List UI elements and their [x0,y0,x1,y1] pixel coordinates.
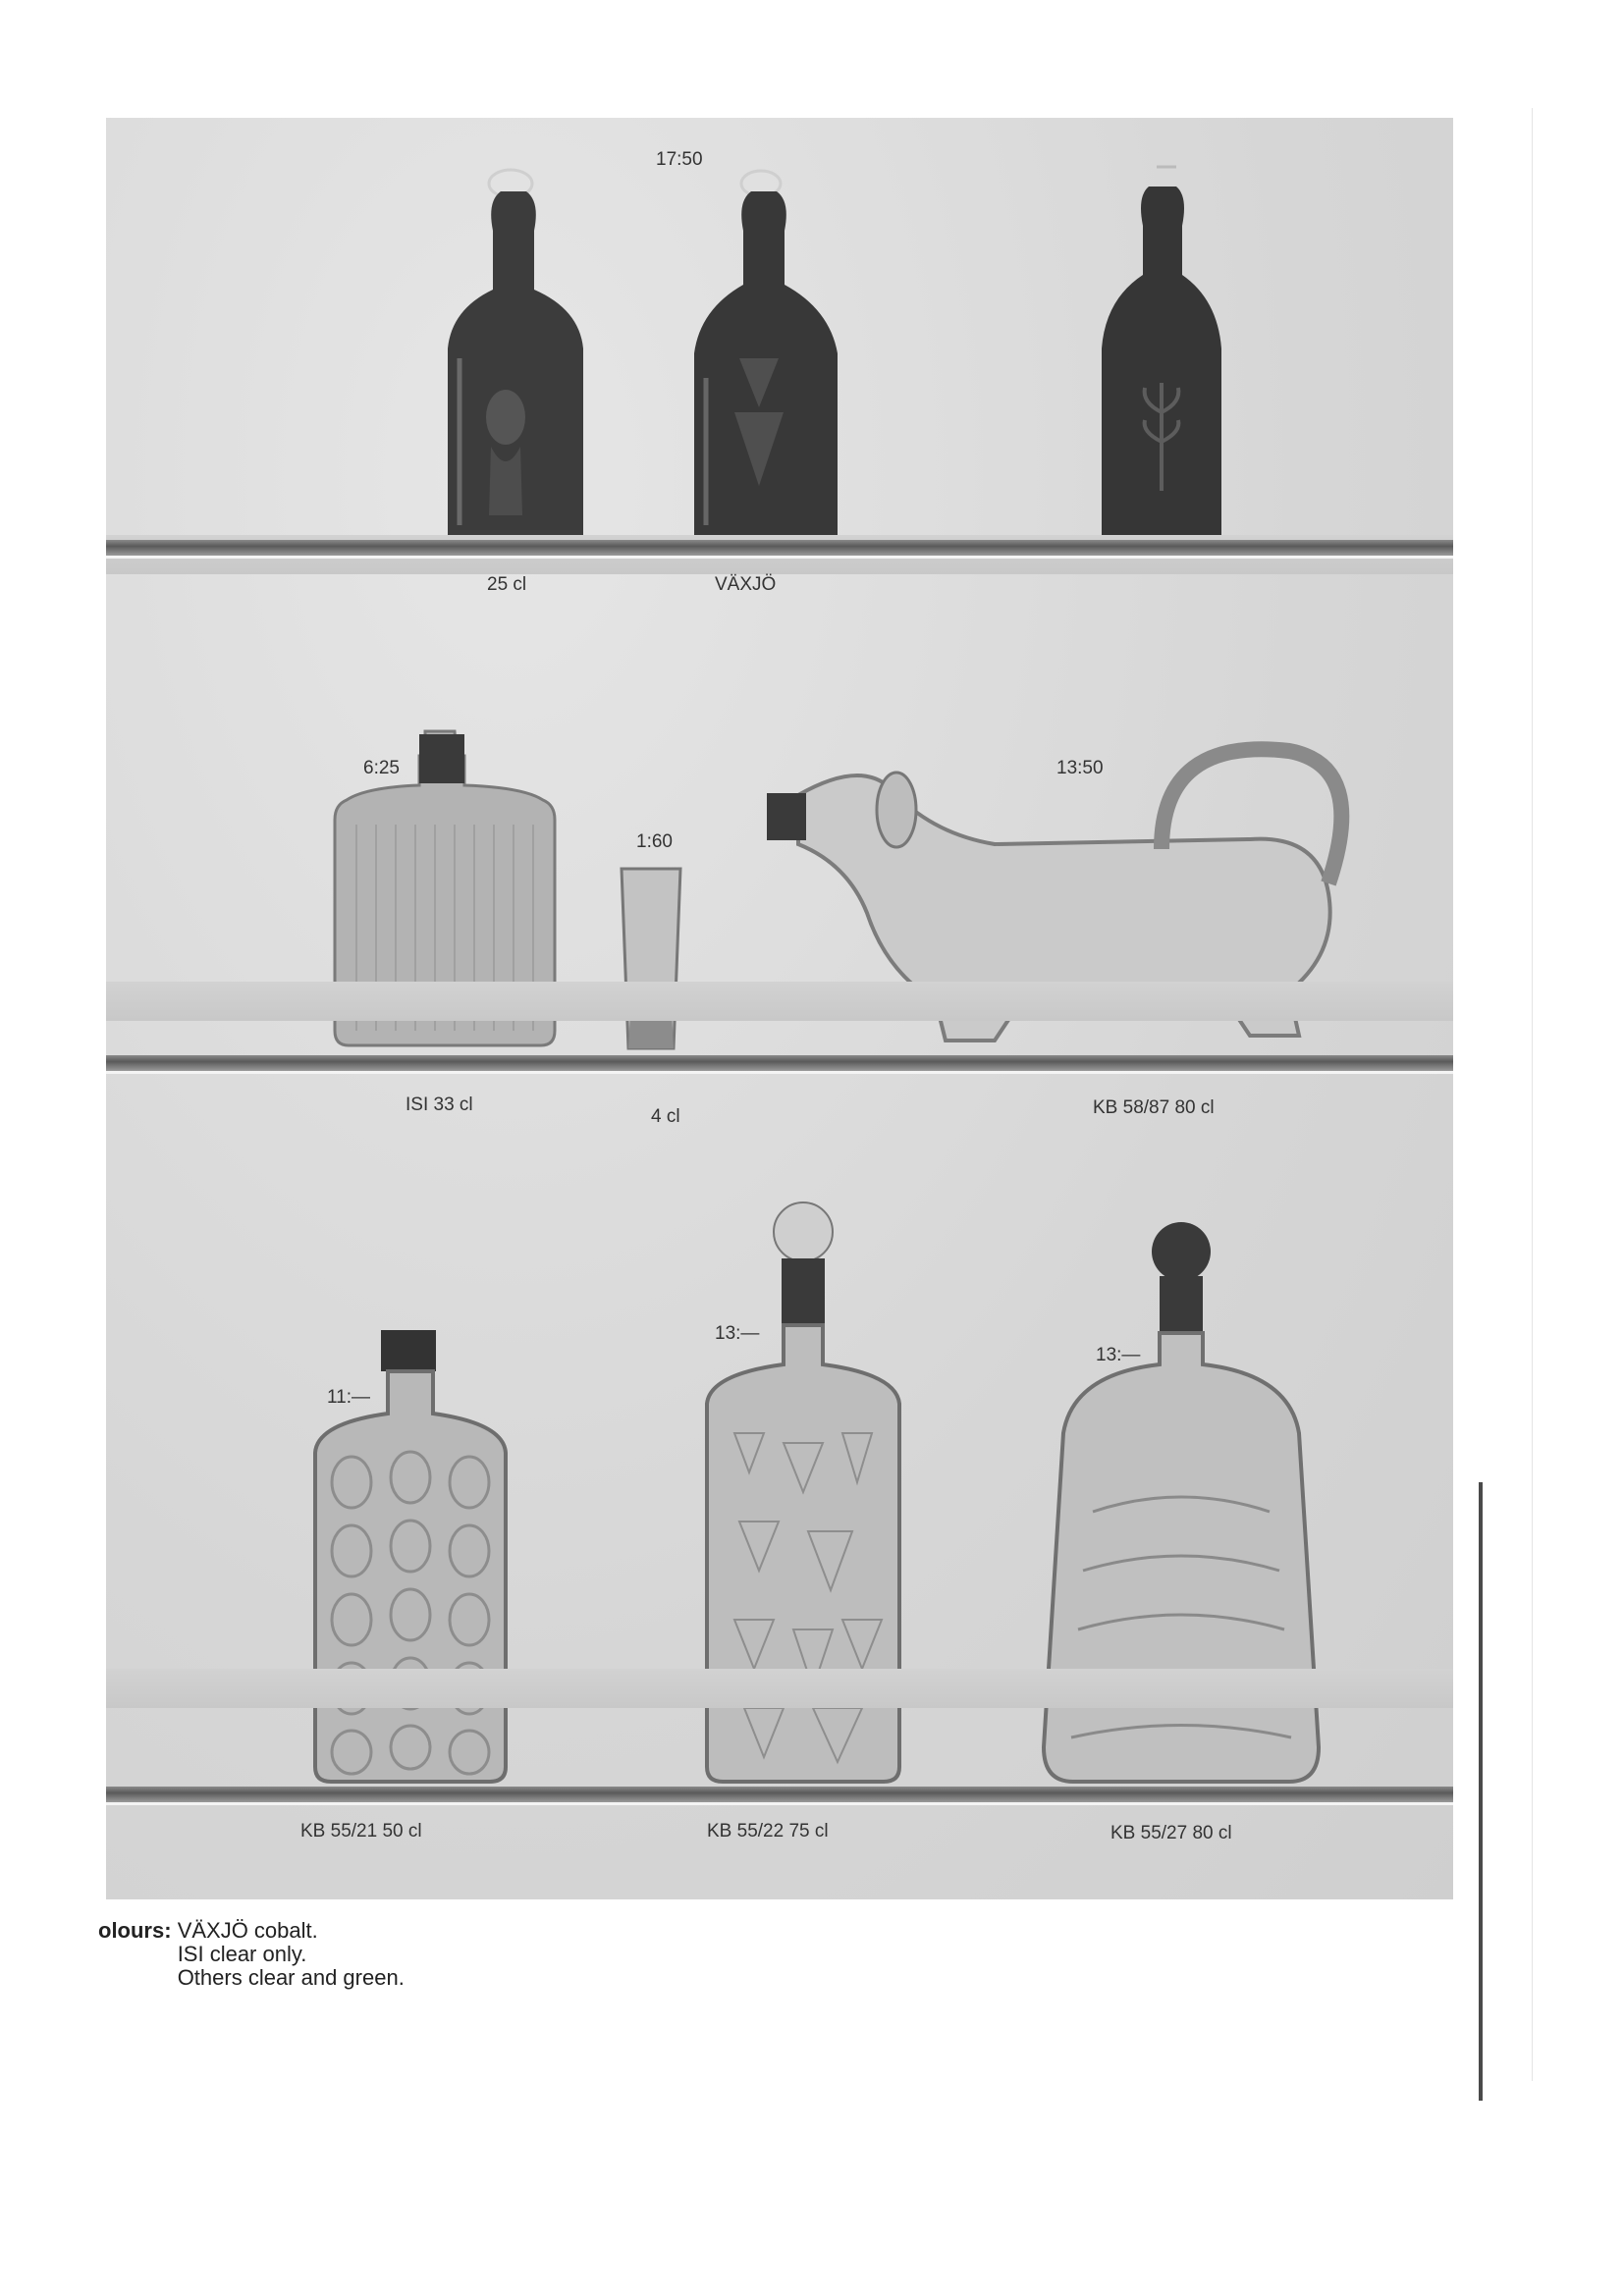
label-decanter-kb5527: KB 55/27 80 cl [1110,1823,1232,1843]
label-shot-glass: 4 cl [651,1106,680,1127]
label-bottle-vaxjo: VÄXJÖ [715,574,777,595]
price-decanter-kb5527: 13:— [1096,1345,1141,1365]
product-photo [106,118,1453,1899]
label-animal-pitcher: KB 58/87 80 cl [1093,1097,1215,1118]
legend-line: ISI clear only. [177,1942,307,1966]
label-flask-isi: ISI 33 cl [406,1095,473,1115]
page-edge-line [1532,108,1533,2081]
scan-margin-bar [1479,1482,1483,2101]
price-flask-isi: 6:25 [363,758,400,778]
price-bottle-vaxjo: 17:50 [656,149,703,170]
decanter-kb5521-image [307,1315,514,1787]
price-decanter-kb5521: 11:— [327,1387,371,1408]
legend-key: olours: [98,1918,172,1943]
shelf-3 [106,1787,1453,1802]
legend-line: Others clear and green. [177,1965,405,1990]
legend-line: VÄXJÖ cobalt. [177,1918,318,1943]
label-decanter-kb5522: KB 55/22 75 cl [707,1821,829,1842]
label-bottle-25cl: 25 cl [487,574,527,595]
colours-legend [98,1919,405,1990]
label-decanter-kb5521: KB 55/21 50 cl [300,1821,422,1842]
shelf-row-3 [106,118,1453,1899]
price-animal-pitcher: 13:50 [1056,758,1104,778]
price-shot-glass: 1:60 [636,831,673,852]
price-decanter-kb5522: 13:— [715,1323,760,1344]
